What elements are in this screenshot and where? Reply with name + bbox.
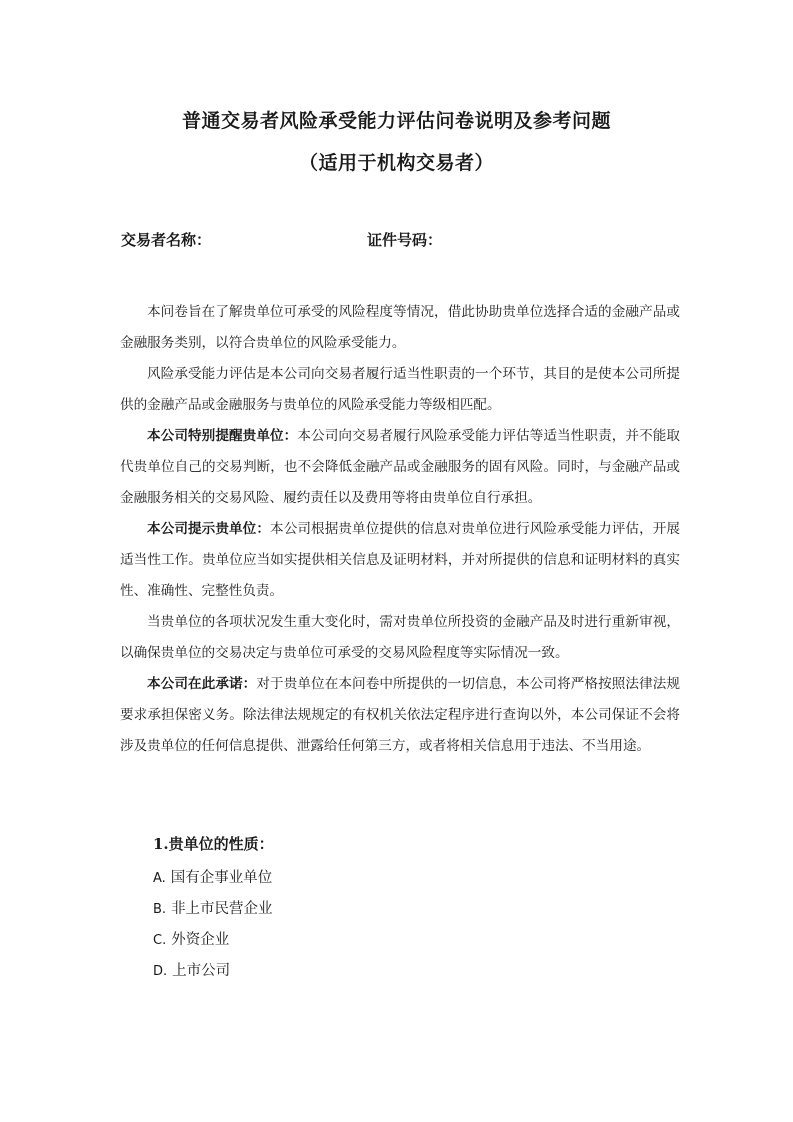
id-number-label: 证件号码： — [367, 231, 443, 249]
option-letter: B. — [153, 902, 167, 917]
trader-info-row — [121, 229, 681, 251]
option-letter: A. — [153, 871, 166, 886]
paragraph-assessment — [120, 359, 680, 421]
option-text: 上市公司 — [172, 963, 231, 979]
paragraph-text: 本公司向交易者履行风险承受能力评估等适当性职责，并不能取代贵单位自己的交易判断，也不会降低金融产品或金融服务的固有风险。同时，与金融产品或金融服务相关的交易风险、履约责任以及费用等将由贵单位自行承担。 — [120, 428, 681, 506]
paragraph-text: 当贵单位的各项状况发生重大变化时，需对贵单位所投资的金融产品及时进行重新审视，以确保贵单位的交易决定与贵单位可承受的交易风险程度等实际情况一致。 — [120, 614, 680, 661]
option-d[interactable] — [153, 956, 653, 987]
paragraph-text: 本公司根据贵单位提供的信息对贵单位进行风险承受能力评估，开展适当性工作。贵单位应当如实提供相关信息及证明材料，并对所提供的信息和证明材料的真实性、准确性、完整性负责。 — [120, 521, 681, 599]
paragraph-notice — [120, 514, 680, 607]
paragraph-text: 对于贵单位在本问卷中所提供的一切信息，本公司将严格按照法律法规要求承担保密义务。除法律法规规定的有权机关依法定程序进行查询以外，本公司保证不会将涉及贵单位的任何信息提供、泄露给任何第三方，或者将相关信息用于违法、不当用途。 — [120, 676, 681, 754]
option-text: 外资企业 — [171, 932, 230, 948]
paragraph-lead: 本公司特别提醒贵单位： — [147, 428, 298, 444]
paragraph-text: 风险承受能力评估是本公司向交易者履行适当性职责的一个环节，其目的是使本公司所提供的金融产品或金融服务与贵单位的风险承受能力等级相匹配。 — [120, 366, 680, 413]
paragraph-text: 本问卷旨在了解贵单位可承受的风险程度等情况，借此协助贵单位选择合适的金融产品或金融服务类别，以符合贵单位的风险承受能力。 — [120, 304, 680, 351]
paragraph-purpose — [120, 297, 680, 359]
paragraph-lead: 本公司在此承诺： — [147, 676, 257, 692]
trader-name-label: 交易者名称： — [121, 231, 212, 249]
option-letter: D. — [153, 964, 168, 979]
option-letter: C. — [153, 933, 167, 948]
paragraph-special-reminder — [120, 421, 680, 514]
document-subtitle: （适用于机构交易者） — [298, 152, 494, 174]
option-c[interactable] — [153, 925, 653, 956]
option-text: 非上市民营企业 — [171, 901, 273, 917]
option-b[interactable] — [153, 894, 653, 925]
questionnaire-description — [120, 297, 680, 762]
question-1 — [153, 832, 653, 987]
question-title: 1.贵单位的性质： — [153, 835, 274, 853]
option-a[interactable] — [153, 863, 653, 894]
paragraph-commitment — [120, 669, 680, 762]
document-title: 普通交易者风险承受能力评估问卷说明及参考问题 — [181, 110, 611, 132]
paragraph-status-change — [120, 607, 680, 669]
paragraph-lead: 本公司提示贵单位： — [147, 521, 271, 537]
option-text: 国有企事业单位 — [170, 870, 273, 886]
